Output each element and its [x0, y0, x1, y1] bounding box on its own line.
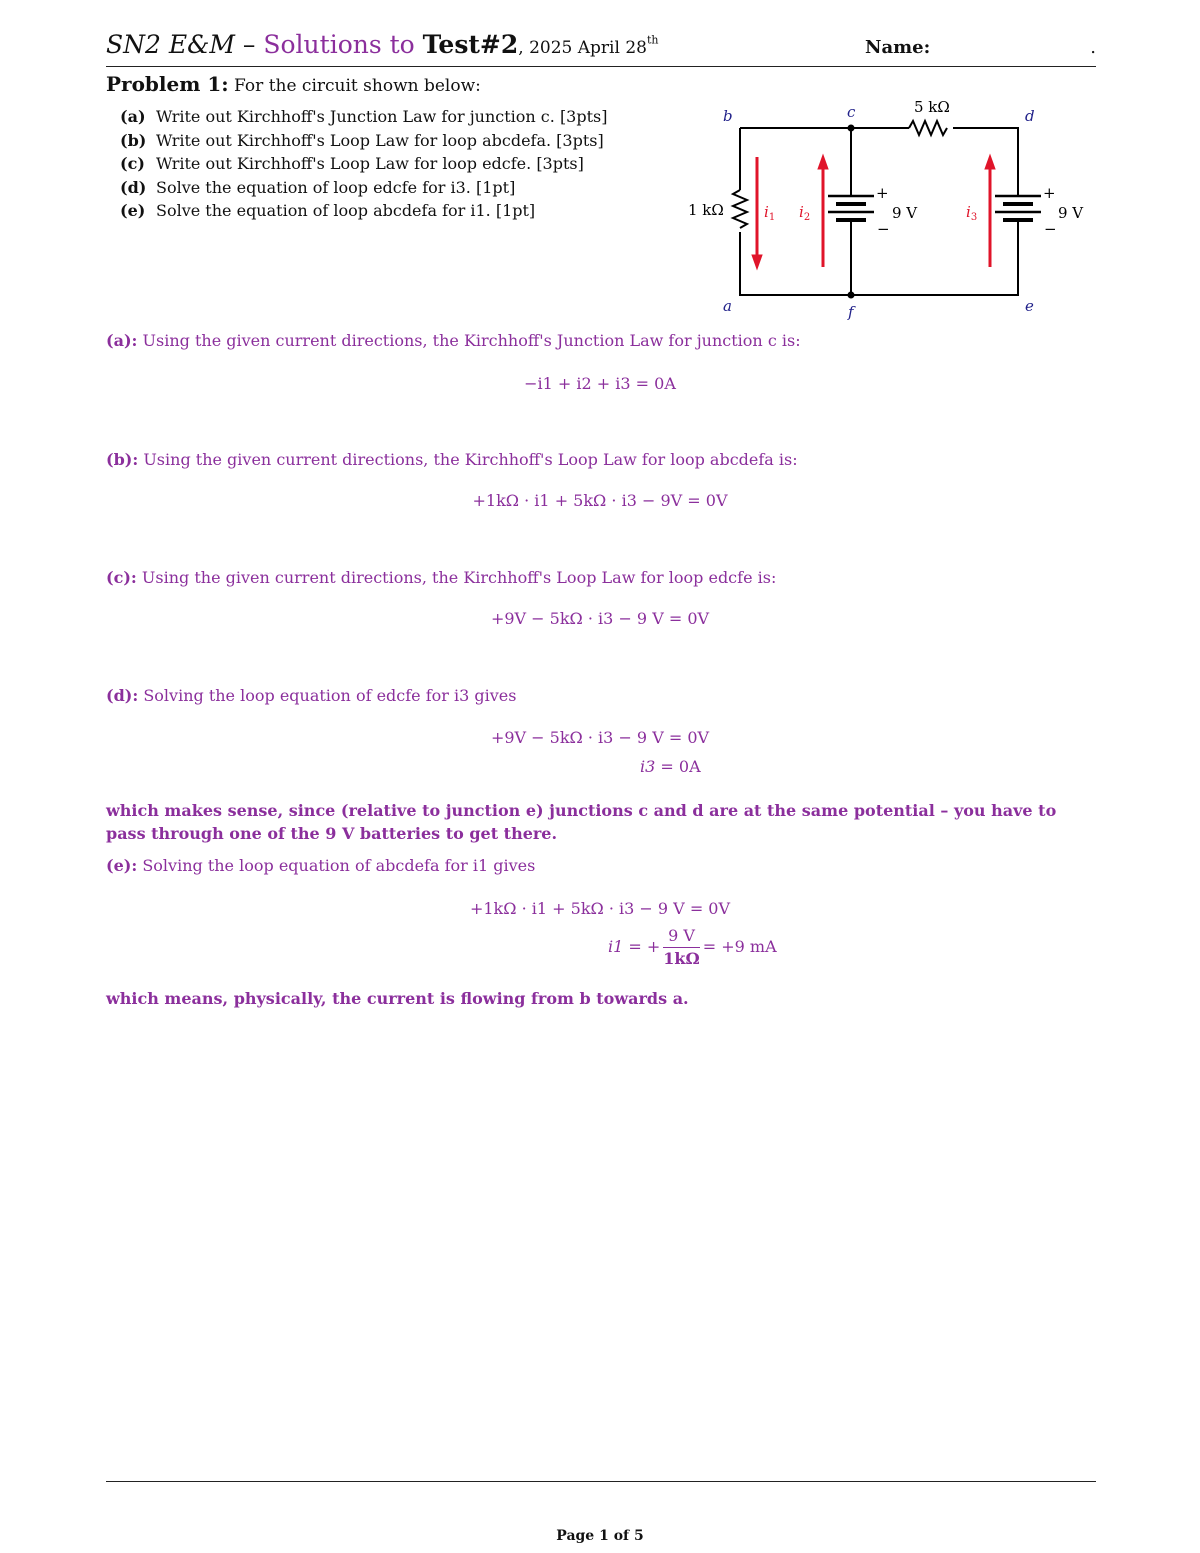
node-f-label: f — [848, 303, 854, 321]
equation-e-fraction — [663, 925, 699, 970]
part-tag: (a) — [120, 107, 146, 126]
solution-c-text — [106, 566, 1096, 589]
circuit-wires — [733, 121, 1018, 295]
battery-1 — [828, 196, 874, 220]
part-tag: (c) — [120, 154, 145, 173]
problem-part — [120, 201, 680, 225]
problem-part — [120, 107, 680, 131]
problem-heading — [106, 72, 481, 96]
problem-part — [120, 131, 680, 155]
r1-label: 1 kΩ — [688, 201, 724, 219]
v2-label: 9 V — [1058, 204, 1084, 222]
solution-d-text — [106, 684, 1096, 707]
date-suffix: th — [646, 33, 659, 47]
r2-label: 5 kΩ — [914, 98, 950, 116]
problem-label: Problem 1: — [106, 72, 229, 96]
v1-minus: − — [877, 220, 890, 238]
solution-d-body: Solving the loop equation of edcfe for i3 gives — [138, 686, 517, 705]
equation-b: +1kΩ · i1 + 5kΩ · i3 − 9V = 0V — [472, 491, 728, 510]
part-tag: (d) — [120, 177, 147, 197]
v1-plus: + — [876, 184, 889, 202]
header-title — [106, 30, 658, 59]
problem-parts-list — [120, 107, 680, 225]
solution-a-text — [106, 329, 1096, 352]
equation-d-1: +9V − 5kΩ · i3 − 9 V = 0V — [490, 728, 710, 747]
equation-c: +9V − 5kΩ · i3 − 9 V = 0V — [490, 609, 710, 628]
solution-b-label: (b): — [106, 450, 139, 469]
battery-2 — [995, 196, 1041, 220]
solution-a-label: (a): — [106, 331, 138, 350]
resistor-5k — [909, 121, 947, 135]
equation-e-2-rhs: = +9 mA — [702, 937, 777, 956]
solutions-label: Solutions to — [263, 30, 423, 59]
part-tag: (b) — [120, 130, 147, 150]
problem-part — [120, 178, 680, 202]
i1-label: $i_1$ — [764, 203, 776, 223]
header-dash: – — [234, 30, 264, 59]
solution-e-body: Solving the loop equation of abcdefa for i1 gives — [137, 856, 536, 875]
node-b-label: b — [723, 107, 733, 125]
course-name: SN2 E&M — [106, 30, 235, 59]
solution-d-note: which makes sense, since (relative to junction e) junctions c and d are at the same potential – you have to pass through one of the 9 V batteries to get there. — [106, 801, 1057, 843]
node-d-label: d — [1025, 107, 1035, 125]
i2-label: $i_2$ — [799, 203, 811, 223]
v2-minus: − — [1044, 220, 1057, 238]
solution-b-body: Using the given current directions, the Kirchhoff's Loop Law for loop abcdefa is: — [138, 450, 798, 469]
v2-plus: + — [1043, 184, 1056, 202]
node-e-label: e — [1025, 297, 1034, 315]
test-label: Test#2 — [422, 30, 519, 59]
name-field — [865, 37, 1096, 58]
fraction-denominator: 1kΩ — [663, 949, 700, 968]
header-rule — [106, 66, 1096, 67]
i3-label: $i_3$ — [966, 203, 978, 223]
fraction-numerator: 9 V — [663, 925, 699, 948]
part-text: Solve the equation of loop abcdefa for i1. [1pt] — [156, 201, 536, 220]
circuit-diagram — [676, 95, 1096, 325]
junction-f-dot — [848, 292, 855, 299]
part-text: Write out Kirchhoff's Loop Law for loop abcdefa. [3pts] — [156, 130, 604, 150]
equation-d-2-rhs: = 0A — [660, 757, 701, 776]
solution-c-label: (c): — [106, 568, 137, 587]
solution-a-body: Using the given current directions, the Kirchhoff's Junction Law for junction c is: — [137, 331, 801, 350]
arrow-i1-head — [752, 255, 762, 269]
solution-d-label: (d): — [106, 686, 139, 705]
page-footer — [0, 1528, 1200, 1544]
solution-e-note: which means, physically, the current is flowing from b towards a. — [106, 989, 689, 1008]
solution-c-body: Using the given current directions, the Kirchhoff's Loop Law for loop edcfe is: — [136, 568, 777, 587]
solution-e-text — [106, 854, 1096, 877]
part-text: Write out Kirchhoff's Loop Law for loop edcfe. [3pts] — [156, 154, 584, 173]
problem-part — [120, 154, 680, 178]
solution-b-text — [106, 448, 1096, 471]
node-c-label: c — [847, 103, 856, 121]
footer-rule — [106, 1481, 1096, 1482]
equation-e-2 — [608, 925, 777, 970]
test-date: , 2025 April 28 — [518, 38, 647, 58]
page-header — [106, 30, 1096, 66]
name-end: . — [1090, 37, 1096, 58]
arrow-i2-head — [818, 155, 828, 169]
junction-c-dot — [848, 125, 855, 132]
part-text: Write out Kirchhoff's Junction Law for junction c. [3pts] — [156, 107, 608, 126]
page-number: Page 1 of 5 — [556, 1528, 644, 1544]
v1-label: 9 V — [892, 204, 918, 222]
wire-d-e-top — [953, 128, 1018, 193]
node-a-label: a — [723, 297, 732, 315]
problem-intro: For the circuit shown below: — [228, 76, 481, 96]
equation-d-2 — [640, 757, 701, 776]
resistor-1k — [733, 190, 747, 228]
part-text: Solve the equation of loop edcfe for i3. [1pt] — [156, 177, 516, 197]
equation-e-2-lhs: i1 = + — [608, 937, 661, 956]
equation-a: −i1 + i2 + i3 = 0A — [524, 374, 676, 393]
part-tag: (e) — [120, 201, 146, 220]
name-label: Name: — [865, 37, 931, 58]
equation-e-1: +1kΩ · i1 + 5kΩ · i3 − 9 V = 0V — [469, 899, 731, 918]
equation-d-2-lhs: i3 — [640, 757, 656, 776]
solution-e-label: (e): — [106, 856, 138, 875]
arrow-i3-head — [985, 155, 995, 169]
